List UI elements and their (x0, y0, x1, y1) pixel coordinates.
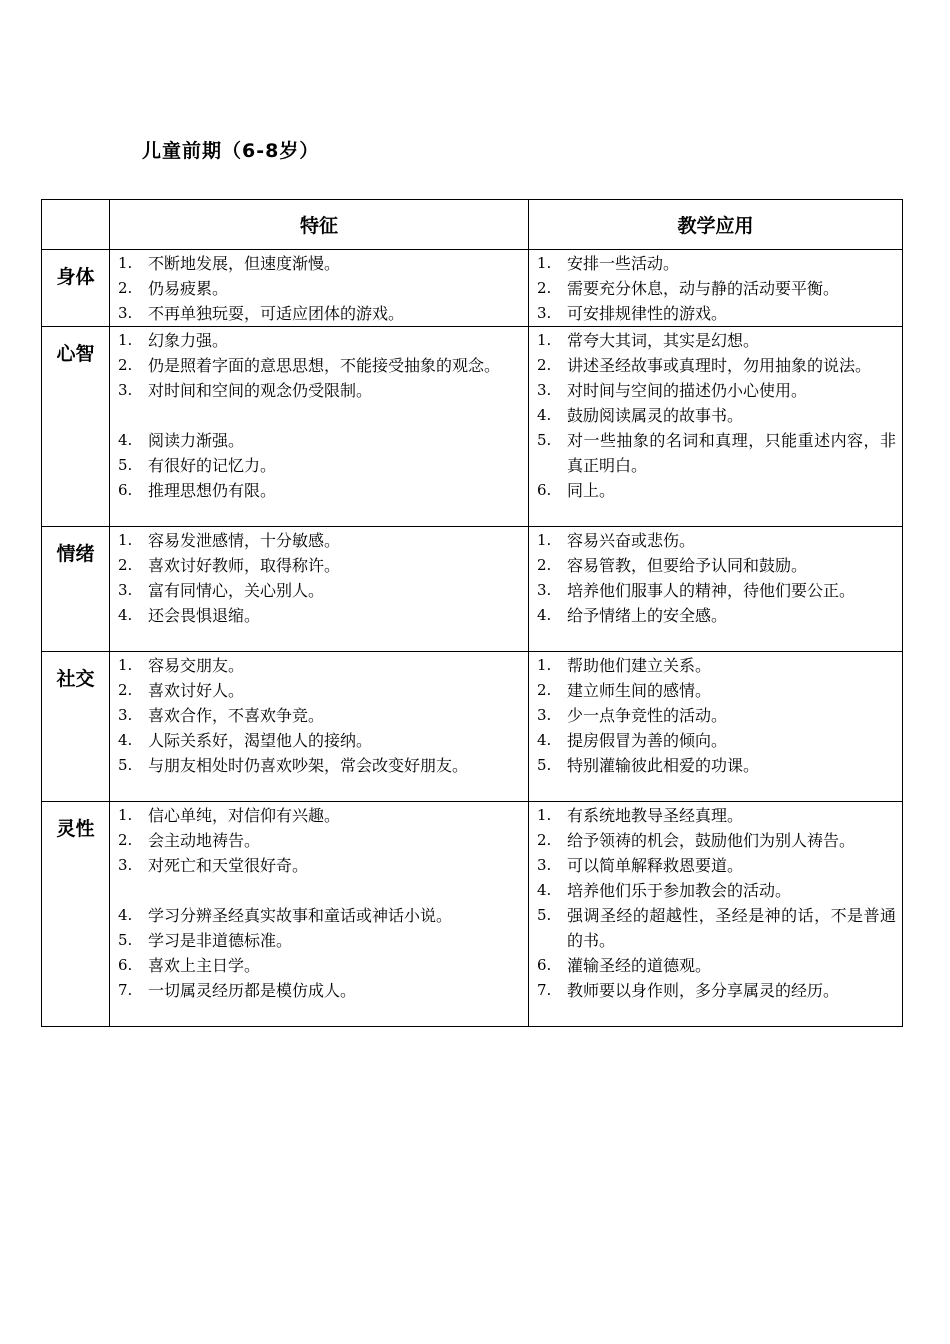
item-text: 灌输圣经的道德观。 (567, 956, 712, 975)
item-text: 富有同情心，关心别人。 (148, 581, 325, 600)
list-item (118, 703, 522, 728)
table-row (42, 652, 903, 802)
list-item (118, 853, 522, 878)
list-item (118, 928, 522, 953)
item-text: 与朋友相处时仍喜欢吵架，常会改变好朋友。 (148, 756, 469, 775)
list-item (118, 378, 522, 403)
list-item (537, 603, 896, 628)
item-number: 3. (118, 706, 133, 724)
item-text: 对一些抽象的名词和真理，只能重述内容，非真正明白。 (567, 431, 896, 475)
item-text: 容易管教，但要给予认同和鼓励。 (567, 556, 808, 575)
features-cell (110, 527, 529, 652)
item-text: 鼓励阅读属灵的故事书。 (567, 406, 744, 425)
item-text: 不再单独玩耍，可适应团体的游戏。 (148, 304, 405, 323)
item-number: 2. (118, 279, 133, 297)
item-text: 帮助他们建立关系。 (567, 656, 712, 675)
teaching-list (529, 652, 902, 778)
list-item (537, 978, 896, 1003)
features-cell (110, 802, 529, 1027)
item-text: 常夸大其词，其实是幻想。 (567, 331, 760, 350)
list-item (537, 828, 896, 853)
list-item (537, 251, 896, 276)
item-text: 喜欢上主日学。 (148, 956, 261, 975)
item-number: 1. (118, 531, 133, 549)
item-number: 4. (118, 906, 133, 924)
list-item (537, 378, 896, 403)
item-number: 5. (537, 906, 552, 924)
item-number: 3. (118, 581, 133, 599)
item-text: 仍是照着字面的意思思想，不能接受抽象的观念。 (148, 356, 501, 375)
item-number: 5. (537, 756, 552, 774)
teaching-list (529, 527, 902, 628)
item-text: 容易发泄感情，十分敏感。 (148, 531, 341, 550)
item-text: 有很好的记忆力。 (148, 456, 277, 475)
features-cell (110, 250, 529, 327)
item-text: 容易交朋友。 (148, 656, 245, 675)
list-item (537, 578, 896, 603)
list-item (118, 578, 522, 603)
item-number: 2. (118, 831, 133, 849)
item-text: 给予情绪上的安全感。 (567, 606, 728, 625)
list-item (537, 678, 896, 703)
item-text: 建立师生间的感情。 (567, 681, 712, 700)
list-item (537, 878, 896, 903)
list-item (537, 301, 896, 326)
list-item (537, 728, 896, 753)
list-item (537, 353, 896, 378)
item-number: 2. (118, 356, 133, 374)
item-number: 6. (537, 481, 552, 499)
list-item (118, 251, 522, 276)
item-number: 7. (118, 981, 133, 999)
item-number: 3. (537, 581, 552, 599)
item-number: 4. (537, 731, 552, 749)
item-number: 4. (118, 431, 133, 449)
list-item (118, 728, 522, 753)
list-item (118, 828, 522, 853)
list-item (118, 553, 522, 578)
corner-cell (42, 200, 110, 250)
item-number: 3. (537, 304, 552, 322)
list-item (118, 301, 522, 326)
teaching-list (529, 250, 902, 326)
list-item (537, 528, 896, 553)
table-row (42, 527, 903, 652)
item-number: 5. (118, 931, 133, 949)
item-text: 教师要以身作则，多分享属灵的经历。 (567, 981, 840, 1000)
item-text: 特别灌输彼此相爱的功课。 (567, 756, 760, 775)
item-text: 给予领祷的机会，鼓励他们为别人祷告。 (567, 831, 856, 850)
item-text: 对死亡和天堂很好奇。 (148, 856, 309, 875)
list-item (537, 903, 896, 953)
table-row (42, 802, 903, 1027)
features-list (110, 652, 528, 778)
item-text: 少一点争竞性的活动。 (567, 706, 728, 725)
row-label: 社交 (42, 652, 110, 802)
list-item (118, 903, 522, 928)
list-item (118, 528, 522, 553)
item-text: 可安排规律性的游戏。 (567, 304, 728, 323)
list-item (118, 428, 522, 453)
features-list (110, 527, 528, 628)
item-number: 3. (537, 381, 552, 399)
list-item (537, 428, 896, 478)
item-number: 4. (118, 606, 133, 624)
list-item (537, 478, 896, 503)
features-cell (110, 652, 529, 802)
list-item (537, 553, 896, 578)
row-label: 情绪 (42, 527, 110, 652)
list-item (537, 953, 896, 978)
list-item (118, 803, 522, 828)
teaching-cell (529, 802, 903, 1027)
item-number: 7. (537, 981, 552, 999)
item-text: 同上。 (567, 481, 616, 500)
list-item (118, 453, 522, 478)
item-number: 1. (537, 656, 552, 674)
item-number: 4. (118, 731, 133, 749)
item-number: 1. (537, 254, 552, 272)
features-header: 特征 (110, 200, 529, 250)
list-item (118, 653, 522, 678)
item-number: 5. (118, 756, 133, 774)
teaching-list (529, 802, 902, 1003)
item-text: 对时间和空间的观念仍受限制。 (148, 381, 373, 400)
list-item (118, 953, 522, 978)
item-number: 4. (537, 606, 552, 624)
item-text: 喜欢讨好人。 (148, 681, 245, 700)
row-label: 心智 (42, 327, 110, 527)
list-item (118, 478, 522, 503)
list-item (537, 753, 896, 778)
item-number: 3. (537, 856, 552, 874)
item-text: 还会畏惧退缩。 (148, 606, 261, 625)
teaching-cell (529, 250, 903, 327)
item-text: 培养他们乐于参加教会的活动。 (567, 881, 792, 900)
header-row (42, 200, 903, 250)
item-text: 需要充分休息，动与静的活动要平衡。 (567, 279, 840, 298)
item-text: 喜欢合作，不喜欢争竞。 (148, 706, 325, 725)
item-text: 会主动地祷告。 (148, 831, 261, 850)
item-text: 信心单纯，对信仰有兴趣。 (148, 806, 341, 825)
teaching-cell (529, 652, 903, 802)
item-text: 对时间与空间的描述仍小心使用。 (567, 381, 808, 400)
table-body (42, 250, 903, 1027)
item-number: 3. (118, 856, 133, 874)
list-item (118, 978, 522, 1003)
item-number: 2. (537, 279, 552, 297)
item-number: 5. (537, 431, 552, 449)
item-number: 2. (537, 356, 552, 374)
item-number: 2. (537, 681, 552, 699)
list-item (537, 853, 896, 878)
list-item (537, 328, 896, 353)
row-label: 身体 (42, 250, 110, 327)
item-text: 学习是非道德标准。 (148, 931, 293, 950)
item-number: 1. (537, 331, 552, 349)
item-number: 4. (537, 881, 552, 899)
item-number: 3. (118, 304, 133, 322)
item-text: 容易兴奋或悲伤。 (567, 531, 696, 550)
item-number: 1. (118, 331, 133, 349)
item-number: 5. (118, 456, 133, 474)
item-number: 1. (118, 806, 133, 824)
row-label: 灵性 (42, 802, 110, 1027)
teaching-cell (529, 327, 903, 527)
item-text: 可以简单解释救恩要道。 (567, 856, 744, 875)
item-number: 6. (118, 481, 133, 499)
list-item (537, 276, 896, 301)
item-number: 1. (537, 806, 552, 824)
item-text: 有系统地教导圣经真理。 (567, 806, 744, 825)
teaching-header: 教学应用 (529, 200, 903, 250)
item-number: 2. (118, 681, 133, 699)
item-text: 推理思想仍有限。 (148, 481, 277, 500)
item-number: 6. (118, 956, 133, 974)
item-number: 1. (118, 656, 133, 674)
item-number: 3. (537, 706, 552, 724)
item-text: 强调圣经的超越性，圣经是神的话，不是普通的书。 (567, 906, 896, 950)
item-number: 1. (118, 254, 133, 272)
item-text: 学习分辨圣经真实故事和童话或神话小说。 (148, 906, 453, 925)
item-number: 2. (118, 556, 133, 574)
teaching-cell (529, 527, 903, 652)
development-table (41, 199, 903, 1027)
item-text: 仍易疲累。 (148, 279, 229, 298)
list-item (537, 653, 896, 678)
item-text: 安排一些活动。 (567, 254, 680, 273)
table-row (42, 327, 903, 527)
list-item (118, 753, 522, 778)
item-number: 1. (537, 531, 552, 549)
item-number: 6. (537, 956, 552, 974)
item-number: 2. (537, 556, 552, 574)
item-text: 一切属灵经历都是模仿成人。 (148, 981, 357, 1000)
list-item (537, 403, 896, 428)
list-item (118, 328, 522, 353)
item-text: 不断地发展，但速度渐慢。 (148, 254, 341, 273)
list-item (118, 603, 522, 628)
item-text: 培养他们服事人的精神，待他们要公正。 (567, 581, 856, 600)
list-item (537, 803, 896, 828)
table-row (42, 250, 903, 327)
teaching-list (529, 327, 902, 503)
item-text: 讲述圣经故事或真理时，勿用抽象的说法。 (567, 356, 872, 375)
item-text: 阅读力渐强。 (148, 431, 245, 450)
page-title: 儿童前期（6-8岁） (142, 140, 320, 162)
features-cell (110, 327, 529, 527)
item-number: 2. (537, 831, 552, 849)
list-item (118, 276, 522, 301)
features-list (110, 802, 528, 1003)
item-number: 3. (118, 381, 133, 399)
list-item (537, 703, 896, 728)
item-text: 人际关系好，渴望他人的接纳。 (148, 731, 373, 750)
list-item (118, 678, 522, 703)
item-text: 喜欢讨好教师，取得称许。 (148, 556, 341, 575)
features-list (110, 327, 528, 503)
item-text: 幻象力强。 (148, 331, 229, 350)
item-number: 4. (537, 406, 552, 424)
features-list (110, 250, 528, 326)
list-item (118, 353, 522, 378)
item-text: 提房假冒为善的倾向。 (567, 731, 728, 750)
